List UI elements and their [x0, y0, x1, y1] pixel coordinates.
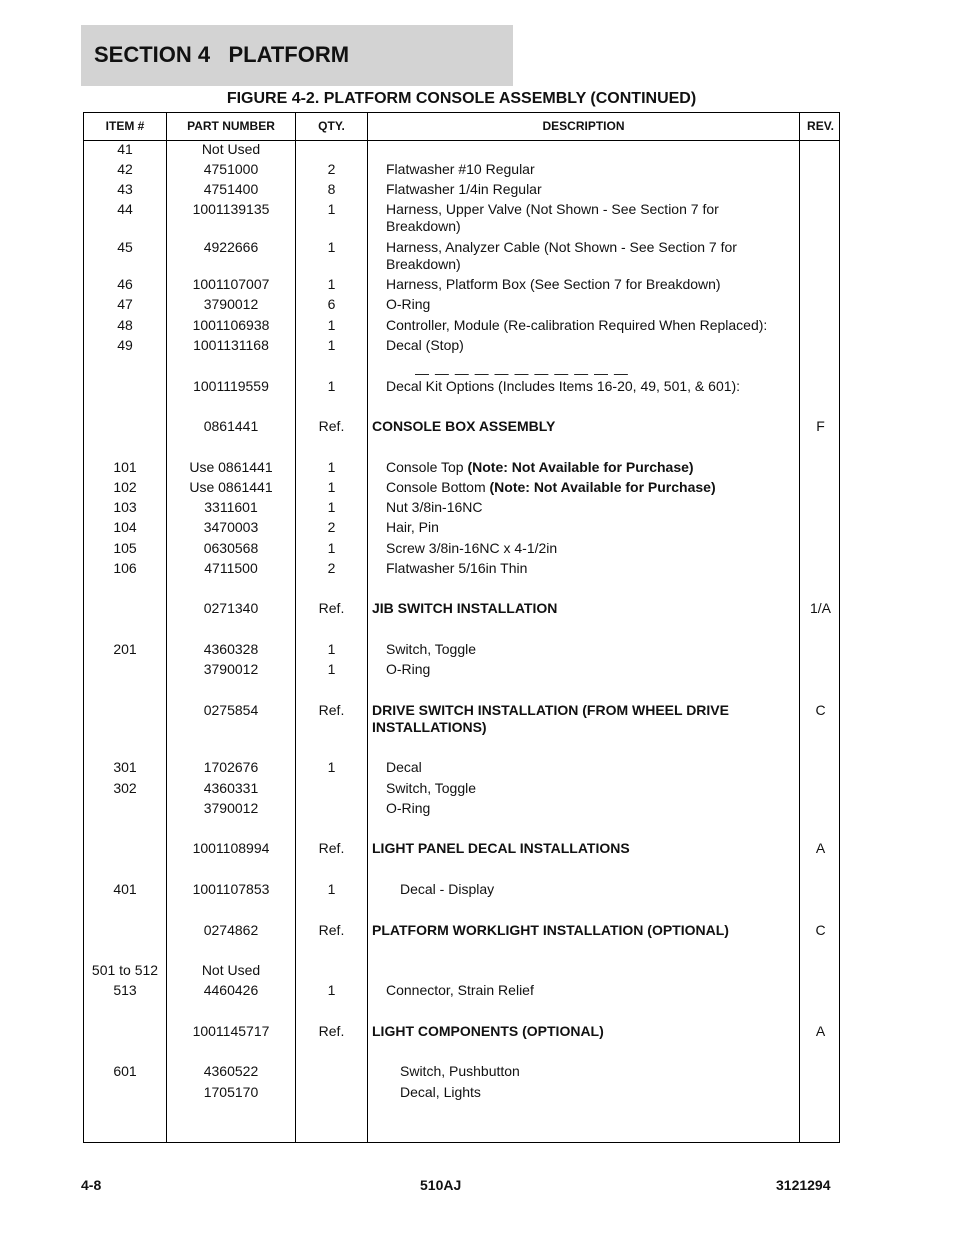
quantity: 1: [327, 982, 336, 998]
description-text: Controller, Module (Re-calibration Required When Replaced):: [386, 317, 768, 333]
part-number: 1001108994: [192, 840, 270, 856]
part-number: 4360331: [203, 780, 259, 796]
description: [386, 759, 796, 776]
description-text: Flatwasher 1/4in Regular: [386, 181, 542, 197]
quantity: Ref.: [318, 1023, 345, 1039]
description-text: PLATFORM WORKLIGHT INSTALLATION (OPTIONAL): [372, 922, 729, 938]
description-text: Flatwasher #10 Regular: [386, 161, 535, 177]
revision: A: [815, 1023, 826, 1039]
item-number: 47: [117, 296, 133, 312]
header-item: ITEM #: [105, 119, 145, 133]
description: [386, 181, 796, 198]
quantity: 1: [327, 641, 336, 657]
quantity: 1: [327, 459, 336, 475]
quantity: Ref.: [318, 840, 345, 856]
part-number: 3790012: [203, 661, 259, 677]
item-number: 513: [113, 982, 137, 998]
description-text: Switch, Toggle: [386, 641, 477, 657]
part-number: 1702676: [203, 759, 259, 775]
part-number: 4711500: [204, 560, 258, 576]
part-number: 3470003: [203, 519, 259, 535]
quantity: 6: [327, 296, 336, 312]
quantity: 8: [327, 181, 336, 197]
item-number: 601: [113, 1063, 137, 1079]
description-text: CONSOLE BOX ASSEMBLY: [372, 418, 556, 434]
description-text: Flatwasher 5/16in Thin: [386, 560, 528, 576]
header-part-number: PART NUMBER: [187, 119, 275, 133]
header-rev: REV.: [807, 119, 834, 133]
quantity: 1: [327, 881, 336, 897]
description-text: Decal (Stop): [386, 337, 464, 353]
item-number: 45: [117, 239, 133, 255]
part-number: 0271340: [203, 600, 259, 616]
part-number: Not Used: [201, 962, 261, 978]
description-text: Switch, Toggle: [386, 780, 477, 796]
part-number: Use 0861441: [189, 459, 273, 475]
description: [372, 418, 797, 435]
description: [386, 661, 796, 678]
description: [386, 519, 796, 536]
item-number: 102: [113, 479, 137, 495]
quantity: 1: [327, 479, 336, 495]
parts-table: [83, 112, 840, 1143]
description-text: Connector, Strain Relief: [386, 982, 534, 998]
part-number: 1001145717: [192, 1023, 270, 1039]
description: [386, 540, 796, 557]
description-text: Decal - Display: [400, 881, 495, 897]
description: [400, 881, 796, 898]
description: [386, 560, 796, 577]
part-number: 1001131168: [193, 337, 269, 353]
description: [386, 276, 796, 293]
description: [386, 780, 796, 797]
section-header: [81, 25, 513, 86]
description: [386, 201, 796, 235]
part-number: Use 0861441: [189, 479, 273, 495]
part-number: 0861441: [203, 418, 259, 434]
item-number: 501 to 512: [91, 962, 159, 978]
part-number: 4360522: [203, 1063, 259, 1079]
description-text: O-Ring: [386, 296, 431, 312]
description-text: Harness, Analyzer Cable (Not Shown - See Section 7 for Breakdown): [386, 239, 741, 272]
description-note: (Note: Not Available for Purchase): [489, 479, 716, 495]
description-text: O-Ring: [386, 800, 431, 816]
description: [372, 600, 797, 617]
item-number: 44: [117, 201, 133, 217]
header-qty: QTY.: [318, 119, 345, 133]
part-number: 4922666: [203, 239, 259, 255]
description: [372, 1023, 797, 1040]
description-text: Console Bottom: [386, 479, 490, 495]
part-number: 3790012: [203, 800, 259, 816]
description-text: Screw 3/8in-16NC x 4-1/2in: [386, 540, 558, 556]
description: [400, 1063, 796, 1080]
footer-page-number: 4-8: [81, 1177, 102, 1193]
description-text: JIB SWITCH INSTALLATION: [372, 600, 558, 616]
item-number: 103: [113, 499, 137, 515]
description-text: Decal: [386, 759, 422, 775]
part-number: Not Used: [201, 141, 261, 157]
column-divider: [799, 113, 800, 1142]
item-number: 48: [117, 317, 133, 333]
description-text: LIGHT PANEL DECAL INSTALLATIONS: [372, 840, 630, 856]
revision: C: [815, 922, 826, 938]
description: [372, 922, 797, 939]
quantity: Ref.: [318, 600, 345, 616]
description: [400, 1084, 796, 1101]
part-number: 0275854: [203, 702, 259, 718]
part-number: 3790012: [203, 296, 259, 312]
item-number: 301: [113, 759, 137, 775]
description-text: DRIVE SWITCH INSTALLATION (FROM WHEEL DRIVE INSTALLATIONS): [372, 702, 733, 735]
part-number: 1001119559: [193, 378, 269, 394]
description: [372, 702, 797, 736]
item-number: 201: [113, 641, 137, 657]
description: [386, 239, 796, 273]
revision: F: [816, 418, 825, 434]
quantity: 1: [327, 239, 336, 255]
description-text: Nut 3/8in-16NC: [386, 499, 483, 515]
part-number: 1001139135: [192, 201, 270, 217]
column-divider: [367, 113, 368, 1142]
table-header: [84, 113, 839, 141]
item-number: 43: [117, 181, 133, 197]
description: [386, 378, 796, 395]
footer-model: 510AJ: [420, 1177, 462, 1193]
quantity: 2: [327, 519, 336, 535]
description-text: Hair, Pin: [386, 519, 439, 535]
part-number: 4460426: [203, 982, 259, 998]
item-number: 49: [117, 337, 133, 353]
description-text: Harness, Platform Box (See Section 7 for Breakdown): [386, 276, 721, 292]
description-text: Harness, Upper Valve (Not Shown - See Section 7 for Breakdown): [386, 201, 723, 234]
quantity: Ref.: [318, 922, 345, 938]
description: [386, 337, 796, 354]
part-number: 4751000: [203, 161, 259, 177]
item-number: 104: [113, 519, 137, 535]
quantity: 1: [327, 276, 336, 292]
description-text: Console Top: [386, 459, 468, 475]
quantity: Ref.: [318, 702, 345, 718]
description: [386, 479, 796, 496]
footer-doc-number: 3121294: [776, 1177, 831, 1193]
description-text: Switch, Pushbutton: [400, 1063, 520, 1079]
part-number: 3311601: [204, 499, 258, 515]
item-number: 41: [117, 141, 133, 157]
revision: C: [815, 702, 826, 718]
item-number: 105: [113, 540, 137, 556]
quantity: 1: [327, 337, 336, 353]
section-separator: — — — — — — — — — — —: [415, 365, 629, 381]
quantity: 1: [327, 540, 336, 556]
item-number: 46: [117, 276, 133, 292]
part-number: 1705170: [203, 1084, 259, 1100]
figure-title: FIGURE 4-2. PLATFORM CONSOLE ASSEMBLY (CONTINUED): [226, 90, 697, 107]
description-note: (Note: Not Available for Purchase): [467, 459, 694, 475]
part-number: 4360328: [203, 641, 259, 657]
part-number: 1001107853: [192, 881, 270, 897]
revision: 1/A: [809, 600, 831, 616]
item-number: 401: [113, 881, 137, 897]
quantity: 1: [327, 317, 336, 333]
part-number: 0630568: [203, 540, 259, 556]
description-text: Decal, Lights: [400, 1084, 481, 1100]
part-number: 4751400: [203, 181, 259, 197]
description: [386, 800, 796, 817]
quantity: 1: [327, 378, 336, 394]
item-number: 106: [113, 560, 137, 576]
description-text: Decal Kit Options (Includes Items 16-20, 49, 501, & 601):: [386, 378, 741, 394]
description: [386, 982, 796, 999]
quantity: 2: [327, 560, 336, 576]
section-title: SECTION 4 PLATFORM: [94, 42, 350, 67]
quantity: Ref.: [318, 418, 345, 434]
part-number: 1001107007: [192, 276, 270, 292]
description: [386, 459, 796, 476]
description: [386, 499, 796, 516]
quantity: 2: [327, 161, 336, 177]
quantity: 1: [327, 499, 336, 515]
description: [386, 296, 796, 313]
item-number: 302: [113, 780, 137, 796]
quantity: 1: [327, 201, 336, 217]
part-number: 1001106938: [192, 317, 270, 333]
description: [386, 317, 796, 334]
description-text: LIGHT COMPONENTS (OPTIONAL): [372, 1023, 604, 1039]
item-number: 42: [117, 161, 133, 177]
description: [386, 161, 796, 178]
item-number: 101: [113, 459, 137, 475]
part-number: 0274862: [203, 922, 259, 938]
quantity: 1: [327, 759, 336, 775]
revision: A: [815, 840, 826, 856]
description: [372, 840, 797, 857]
header-description: DESCRIPTION: [542, 119, 625, 133]
quantity: 1: [327, 661, 336, 677]
description: [386, 641, 796, 658]
description-text: O-Ring: [386, 661, 431, 677]
